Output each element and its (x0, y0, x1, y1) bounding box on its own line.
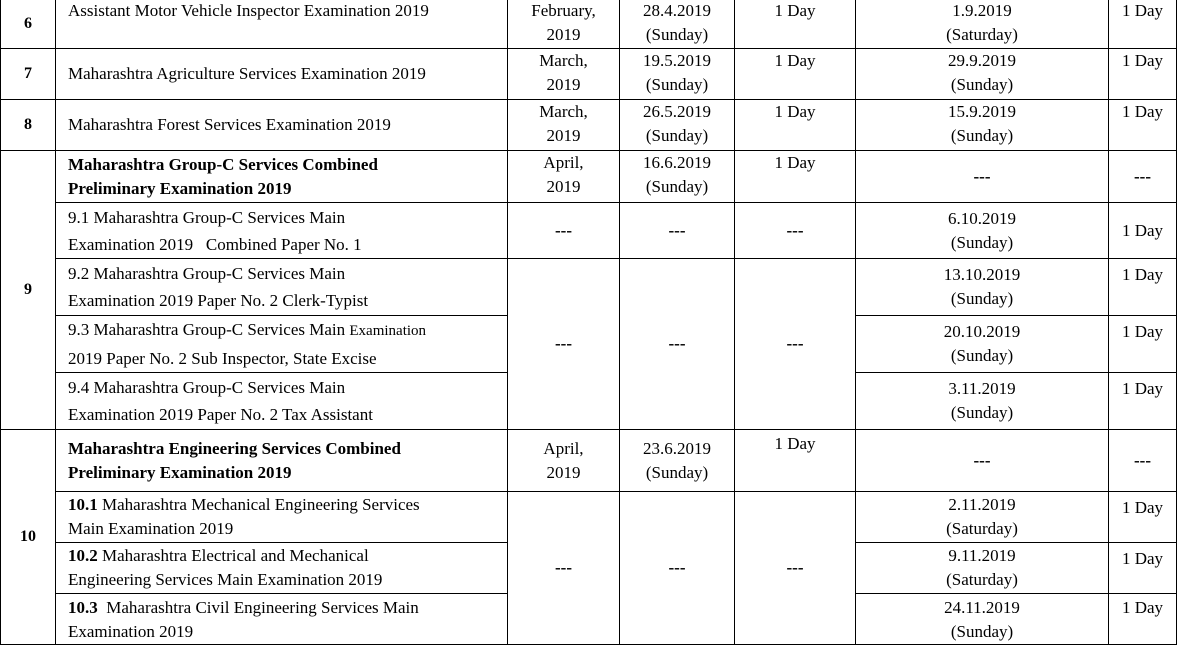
prelim-duration: 1 Day (735, 49, 856, 100)
main-duration: 1 Day (1109, 259, 1177, 316)
exam-name: 9.2 Maharashtra Group-C Services Main Examination 2019 Paper No. 2 Clerk-Typist (56, 259, 508, 316)
prelim-duration: 1 Day (735, 100, 856, 151)
exam-name: Assistant Motor Vehicle Inspector Examination 2019 (56, 0, 508, 49)
table-row (1, 49, 1177, 100)
main-date: 9.11.2019 (Saturday) (856, 543, 1109, 594)
main-date: 24.11.2019 (Sunday) (856, 594, 1109, 645)
main-date: 6.10.2019 (Sunday) (856, 203, 1109, 259)
main-date: 29.9.2019 (Sunday) (856, 49, 1109, 100)
prelim-date: --- (620, 203, 735, 259)
exam-name: 10.2 Maharashtra Electrical and Mechanical Engineering Services Main Examination 2019 (56, 543, 508, 594)
advertisement-month: March, 2019 (508, 49, 620, 100)
main-duration: 1 Day (1109, 100, 1177, 151)
exam-name: Maharashtra Group-C Services Combined Preliminary Examination 2019 (56, 151, 508, 203)
exam-name: 9.3 Maharashtra Group-C Services Main Examination 2019 Paper No. 2 Sub Inspector, State Excise (56, 316, 508, 373)
table-row (1, 100, 1177, 151)
advertisement-month: March, 2019 (508, 100, 620, 151)
prelim-date: --- (620, 492, 735, 645)
advertisement-month: April, 2019 (508, 430, 620, 492)
serial-number: 9 (1, 151, 56, 430)
exam-name: 9.1 Maharashtra Group-C Services Main Examination 2019 Combined Paper No. 1 (56, 203, 508, 259)
advertisement-month: February, 2019 (508, 0, 620, 49)
main-duration: 1 Day (1109, 594, 1177, 645)
prelim-date: 23.6.2019 (Sunday) (620, 430, 735, 492)
advertisement-month: --- (508, 259, 620, 430)
table-row (1, 151, 1177, 203)
main-date: 2.11.2019 (Saturday) (856, 492, 1109, 543)
prelim-duration: --- (735, 203, 856, 259)
main-duration: --- (1109, 151, 1177, 203)
main-duration: 1 Day (1109, 49, 1177, 100)
advertisement-month: --- (508, 203, 620, 259)
exam-name: 9.4 Maharashtra Group-C Services Main Examination 2019 Paper No. 2 Tax Assistant (56, 373, 508, 430)
serial-number: 10 (1, 430, 56, 645)
prelim-date: 28.4.2019 (Sunday) (620, 0, 735, 49)
prelim-duration: 1 Day (735, 0, 856, 49)
exam-name: Maharashtra Forest Services Examination 2019 (56, 100, 508, 151)
prelim-date: 26.5.2019 (Sunday) (620, 100, 735, 151)
prelim-duration: 1 Day (735, 151, 856, 203)
main-duration: 1 Day (1109, 316, 1177, 373)
prelim-date: 16.6.2019 (Sunday) (620, 151, 735, 203)
exam-name: 10.1 Maharashtra Mechanical Engineering Services Main Examination 2019 (56, 492, 508, 543)
table-row (1, 0, 1177, 49)
exam-name: Maharashtra Engineering Services Combined Preliminary Examination 2019 (56, 430, 508, 492)
prelim-date: --- (620, 259, 735, 430)
main-duration: 1 Day (1109, 492, 1177, 543)
main-duration: --- (1109, 430, 1177, 492)
main-date: 1.9.2019 (Saturday) (856, 0, 1109, 49)
exam-name: Maharashtra Agriculture Services Examination 2019 (56, 49, 508, 100)
serial-number: 6 (1, 0, 56, 49)
table-row (1, 259, 1177, 316)
table-row (1, 492, 1177, 543)
main-date: --- (856, 430, 1109, 492)
main-duration: 1 Day (1109, 543, 1177, 594)
serial-number: 8 (1, 100, 56, 151)
main-date: 15.9.2019 (Sunday) (856, 100, 1109, 151)
serial-number: 7 (1, 49, 56, 100)
main-duration: 1 Day (1109, 373, 1177, 430)
prelim-duration: 1 Day (735, 430, 856, 492)
table-row (1, 430, 1177, 492)
prelim-duration: --- (735, 492, 856, 645)
main-duration: 1 Day (1109, 0, 1177, 49)
prelim-duration: --- (735, 259, 856, 430)
main-date: 13.10.2019 (Sunday) (856, 259, 1109, 316)
prelim-date: 19.5.2019 (Sunday) (620, 49, 735, 100)
exam-name: 10.3 Maharashtra Civil Engineering Services Main Examination 2019 (56, 594, 508, 645)
advertisement-month: --- (508, 492, 620, 645)
main-duration: 1 Day (1109, 203, 1177, 259)
main-date: --- (856, 151, 1109, 203)
main-date: 3.11.2019 (Sunday) (856, 373, 1109, 430)
advertisement-month: April, 2019 (508, 151, 620, 203)
table-row (1, 203, 1177, 259)
main-date: 20.10.2019 (Sunday) (856, 316, 1109, 373)
